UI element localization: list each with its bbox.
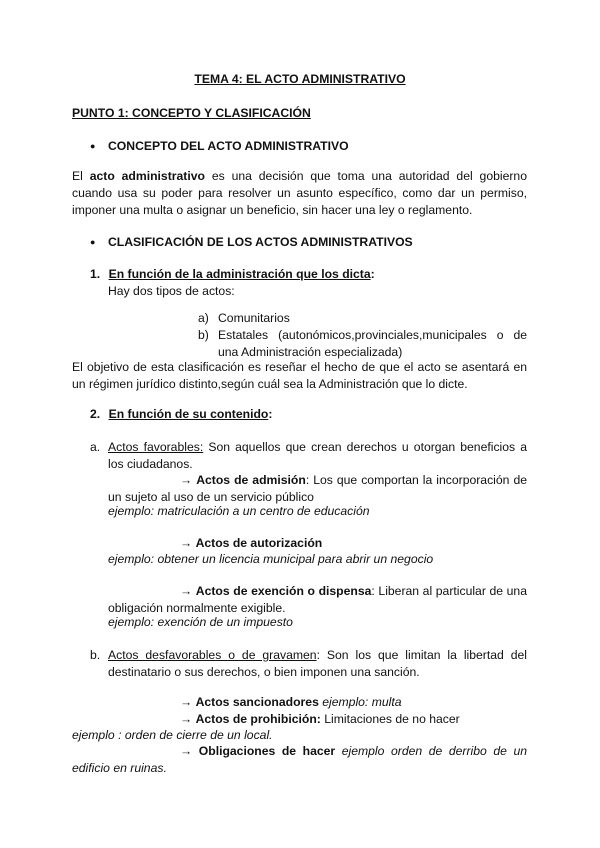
item1-title: En función de la administración que los dicta bbox=[108, 267, 371, 281]
fav-title: Actos favorables: bbox=[108, 440, 204, 454]
bullet-heading-concepto bbox=[108, 138, 349, 155]
concepto-paragraph bbox=[72, 168, 527, 219]
item1-heading bbox=[90, 266, 375, 283]
sancionadores-line bbox=[180, 694, 402, 711]
section-heading-punto1: PUNTO 1: CONCEPTO Y CLASIFICACIÓN bbox=[72, 106, 311, 120]
autorizacion-line bbox=[180, 535, 322, 552]
item1-b-letter: b) bbox=[198, 328, 209, 342]
item1-a-letter: a) bbox=[198, 311, 209, 325]
prohibicion-example: ejemplo : orden de cierre de un local. bbox=[72, 728, 273, 742]
oblig-arrow: → bbox=[180, 744, 193, 758]
item1-colon: : bbox=[370, 267, 375, 281]
sanc-example: ejemplo: multa bbox=[318, 695, 402, 709]
item1-objetivo: El objetivo de esta clasificación es reseñar el hecho de que el acto se asentará en un régimen jurídico distinto,según cuál sea la Administración que lo dicte. bbox=[72, 360, 527, 391]
exencion-bold: Actos de exención o dispensa bbox=[195, 584, 372, 598]
item1-a-text: Comunitarios bbox=[218, 311, 290, 325]
fav-letter: a. bbox=[90, 440, 101, 454]
autorizacion-bold: Actos de autorización bbox=[195, 536, 323, 550]
prohibicion-line bbox=[180, 711, 460, 728]
prohib-bold: Actos de prohibición: bbox=[195, 712, 321, 726]
admision-paragraph bbox=[108, 472, 527, 506]
bullet-heading-clasificacion bbox=[108, 234, 413, 251]
desfav-desc: : Son los que limitan la libertad del destinatario o sus derechos, o bien imponen una sanción. bbox=[108, 648, 527, 679]
desfav-paragraph bbox=[108, 647, 527, 681]
sanc-bold: Actos sancionadores bbox=[195, 695, 319, 709]
admision-bold: Actos de admisión bbox=[196, 473, 306, 487]
exencion-paragraph bbox=[108, 583, 527, 617]
exencion-example: ejemplo: exención de un impuesto bbox=[108, 615, 293, 629]
item2-number: 2. bbox=[90, 407, 101, 421]
item1-number: 1. bbox=[90, 267, 101, 281]
fav-paragraph bbox=[108, 439, 527, 473]
concepto-rest: es una decisión que toma una autoridad del gobierno cuando usa su poder para resolver un asunto específico, como dar un permiso, imponer una multa o asignar un beneficio, sin hacer una ley o reglamento. bbox=[72, 169, 527, 217]
document-title: TEMA 4: EL ACTO ADMINISTRATIVO bbox=[194, 72, 406, 86]
oblig-example: ejemplo orden de derribo de un edificio en ruinas. bbox=[72, 744, 528, 775]
clasificacion-heading-text: CLASIFICACIÓN DE LOS ACTOS ADMINISTRATIVOS bbox=[108, 235, 413, 249]
prohib-rest: Limitaciones de no hacer bbox=[320, 712, 460, 726]
desfav-letter: b. bbox=[90, 648, 101, 662]
item2-title: En función de su contenido bbox=[108, 407, 269, 421]
desfav-title: Actos desfavorables o de gravamen bbox=[108, 648, 317, 662]
exencion-rest: : Liberan al particular de una obligación normalmente exigible. bbox=[108, 584, 527, 615]
admision-example: ejemplo: matriculación a un centro de educación bbox=[108, 504, 370, 518]
sanc-arrow: → bbox=[180, 695, 193, 709]
exencion-arrow: → bbox=[180, 584, 193, 598]
concepto-bold-term: acto administrativo bbox=[89, 169, 205, 183]
oblig-bold: Obligaciones de hacer bbox=[198, 744, 336, 758]
admision-arrow: → bbox=[180, 473, 193, 487]
item1-intro: Hay dos tipos de actos: bbox=[108, 284, 235, 298]
autorizacion-example: ejemplo: obtener un licencia municipal para abrir un negocio bbox=[108, 552, 434, 566]
prohib-arrow: → bbox=[180, 712, 193, 726]
admision-rest: : Los que comportan la incorporación de un sujeto al uso de un servicio público bbox=[108, 473, 528, 504]
fav-desc: Son aquellos que crean derechos u otorgan beneficios a los ciudadanos. bbox=[108, 440, 528, 471]
obligaciones-paragraph bbox=[72, 743, 527, 777]
item2-heading bbox=[90, 406, 272, 423]
autorizacion-arrow: → bbox=[180, 536, 193, 550]
concepto-pre: El bbox=[72, 169, 90, 183]
concepto-heading-text: CONCEPTO DEL ACTO ADMINISTRATIVO bbox=[108, 139, 349, 153]
item1-b-text: Estatales (autonómicos,provinciales,municipales o de una Administración especializada) bbox=[218, 328, 527, 359]
item2-colon: : bbox=[268, 407, 273, 421]
